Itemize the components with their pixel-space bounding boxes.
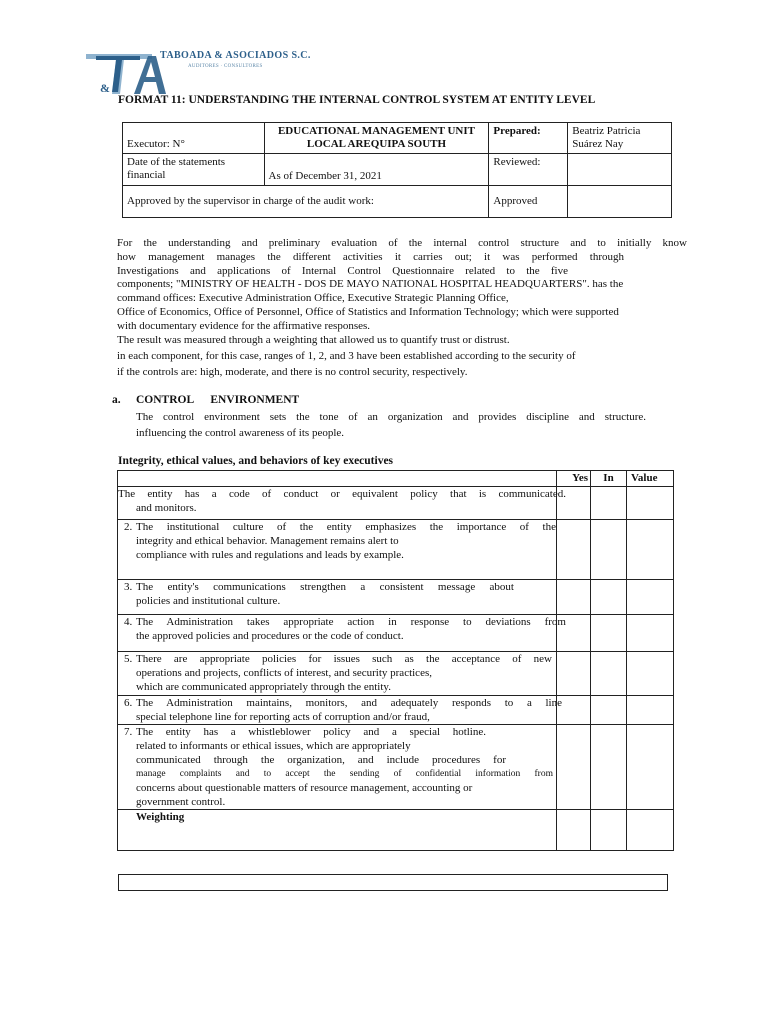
reviewed-label: Reviewed: [489, 154, 568, 186]
date-label-line-1: Date of the statements [127, 156, 226, 168]
question-7-line-3: communicated through the organization, and include procedures for [136, 754, 506, 766]
question-7-line-6: government control. [136, 796, 226, 808]
bottom-empty-box [118, 874, 668, 891]
question-row [118, 487, 674, 520]
header-value: Value [627, 471, 674, 487]
answer-in-cell[interactable] [591, 615, 627, 652]
question-6-line-1: The Administration maintains, monitors, and adequately responds to a line [136, 697, 562, 709]
question-3-number: 3. [124, 581, 133, 593]
answer-in-cell[interactable] [591, 696, 627, 725]
question-row [118, 580, 674, 615]
question-1-line-2: and monitors. [136, 502, 197, 514]
value-cell[interactable] [627, 487, 674, 520]
question-7-line-2: related to informants or ethical issues, which are appropriately [136, 740, 411, 752]
intro-line-5: command offices: Executive Administration Office, Executive Strategic Planning Office, [117, 292, 509, 304]
preparer-cell [568, 123, 672, 154]
date-value: As of December 31, 2021 [268, 170, 382, 182]
answer-yes-cell[interactable] [557, 652, 591, 696]
question-2-number: 2. [124, 521, 133, 533]
date-label-cell [123, 154, 265, 186]
reviewer-cell [568, 154, 672, 186]
question-4 [118, 615, 566, 652]
header-yes: Yes [557, 471, 591, 487]
question-2-line-2: integrity and ethical behavior. Management remains alert to [136, 535, 399, 547]
header-table [122, 122, 672, 218]
question-4-number: 4. [124, 616, 133, 628]
question-5-number: 5. [124, 653, 133, 665]
question-6-line-2: special telephone line for reporting acts of corruption and/or fraud, [136, 711, 430, 723]
weighting-row [118, 810, 674, 851]
question-7-number: 7. [124, 726, 133, 738]
intro-line-6: Office of Economics, Office of Personnel, Office of Statistics and Information Technology; which were supported [117, 306, 619, 318]
question-6 [118, 696, 562, 725]
svg-text:&: & [100, 81, 110, 95]
value-cell[interactable] [627, 725, 674, 810]
question-4-line-2: the approved policies and procedures or the code of conduct. [136, 630, 404, 642]
question-1-line-1: The entity has a code of conduct or equivalent policy that is communicated. [118, 488, 566, 500]
answer-yes-cell[interactable] [557, 580, 591, 615]
question-7-line-5: concerns about questionable matters of resource management, accounting or [136, 782, 473, 794]
prepared-label: Prepared: [489, 123, 568, 154]
preparer-line-1: Beatriz Patricia [572, 125, 641, 137]
approver-cell [568, 186, 672, 218]
question-1 [118, 487, 566, 520]
approved-label: Approved [489, 186, 568, 218]
question-7-line-4: manage complaints and to accept the sending of confidential information from [136, 769, 553, 779]
entity-line-2: LOCAL AREQUIPA SOUTH [306, 138, 447, 150]
question-3-line-2: policies and institutional culture. [136, 595, 281, 607]
answer-in-cell[interactable] [591, 520, 627, 580]
intro-line-10: if the controls are: high, moderate, and there is no control security, respectively. [117, 366, 468, 378]
answer-in-cell[interactable] [591, 725, 627, 810]
intro-line-8: The result was measured through a weighting that allowed us to quantify trust or distrust. [117, 334, 510, 346]
question-2-line-3: compliance with rules and regulations and leads by example. [136, 549, 404, 561]
date-label-line-2: financial [127, 169, 166, 181]
header-in: In [591, 471, 627, 487]
value-cell[interactable] [627, 580, 674, 615]
question-5 [118, 652, 557, 696]
entity-cell [264, 123, 489, 154]
answer-in-cell[interactable] [591, 487, 627, 520]
logo-tagline: AUDITORES · CONSULTORES [188, 64, 263, 69]
question-5-line-2: operations and projects, conflicts of interest, and security practices, [136, 667, 432, 679]
question-row [118, 615, 674, 652]
questionnaire-table [117, 470, 674, 851]
weighting-yes-cell[interactable] [557, 810, 591, 851]
question-7-line-1: The entity has a whistleblower policy and a special hotline. [136, 726, 486, 738]
approved-by-label: Approved by the supervisor in charge of the audit work: [123, 186, 489, 218]
section-a-marker: a. [112, 394, 121, 406]
question-7 [118, 725, 557, 810]
intro-line-7: with documentary evidence for the affirmative responses. [117, 320, 371, 332]
value-cell[interactable] [627, 696, 674, 725]
value-cell[interactable] [627, 652, 674, 696]
intro-line-2: how management manages the different activities it carries out; it was performed through [117, 251, 624, 263]
question-3 [118, 580, 557, 615]
question-row [118, 652, 674, 696]
value-cell[interactable] [627, 615, 674, 652]
question-5-line-1: There are appropriate policies for issues such as the acceptance of new [136, 653, 552, 665]
logo-brand-text: TABOADA & ASOCIADOS S.C. [160, 50, 311, 61]
question-2 [118, 520, 557, 580]
question-2-line-1: The institutional culture of the entity emphasizes the importance of the [136, 521, 556, 533]
answer-in-cell[interactable] [591, 652, 627, 696]
entity-line-1: EDUCATIONAL MANAGEMENT UNIT [277, 125, 475, 137]
executor-label: Executor: N° [127, 138, 185, 150]
intro-line-3: Investigations and applications of Internal Control Questionnaire related to the five [117, 265, 568, 277]
question-5-line-3: which are communicated appropriately through the entity. [136, 681, 391, 693]
question-row [118, 696, 674, 725]
section-a-line-1: The control environment sets the tone of an organization and provides discipline and structure. [136, 411, 646, 423]
answer-in-cell[interactable] [591, 580, 627, 615]
intro-line-1: For the understanding and preliminary evaluation of the internal control structure and to initially know [117, 237, 687, 249]
header-question [118, 471, 557, 487]
answer-yes-cell[interactable] [557, 520, 591, 580]
subsection-title: Integrity, ethical values, and behaviors of key executives [118, 455, 394, 467]
weighting-cell [118, 810, 557, 851]
intro-line-9: in each component, for this case, ranges of 1, 2, and 3 have been established according to the security of [117, 350, 576, 362]
question-row [118, 520, 674, 580]
weighting-value-cell[interactable] [627, 810, 674, 851]
format-title: FORMAT 11: UNDERSTANDING THE INTERNAL CONTROL SYSTEM AT ENTITY LEVEL [118, 94, 596, 106]
preparer-line-2: Suárez Nay [572, 138, 624, 150]
company-logo [82, 46, 311, 96]
weighting-label: Weighting [136, 811, 185, 823]
section-a-line-2: influencing the control awareness of its people. [136, 427, 345, 439]
question-6-number: 6. [124, 697, 133, 709]
question-4-line-1: The Administration takes appropriate action in response to deviations from [136, 616, 566, 628]
value-cell[interactable] [627, 520, 674, 580]
section-a-title: CONTROL ENVIRONMENT [136, 394, 300, 406]
executor-cell [123, 123, 265, 154]
question-row [118, 725, 674, 810]
intro-line-4: components; "MINISTRY OF HEALTH - DOS DE MAYO NATIONAL HOSPITAL HEADQUARTERS". has the [117, 278, 624, 290]
answer-yes-cell[interactable] [557, 725, 591, 810]
weighting-in-cell[interactable] [591, 810, 627, 851]
date-value-cell [264, 154, 489, 186]
question-3-line-1: The entity's communications strengthen a consistent message about [136, 581, 514, 593]
